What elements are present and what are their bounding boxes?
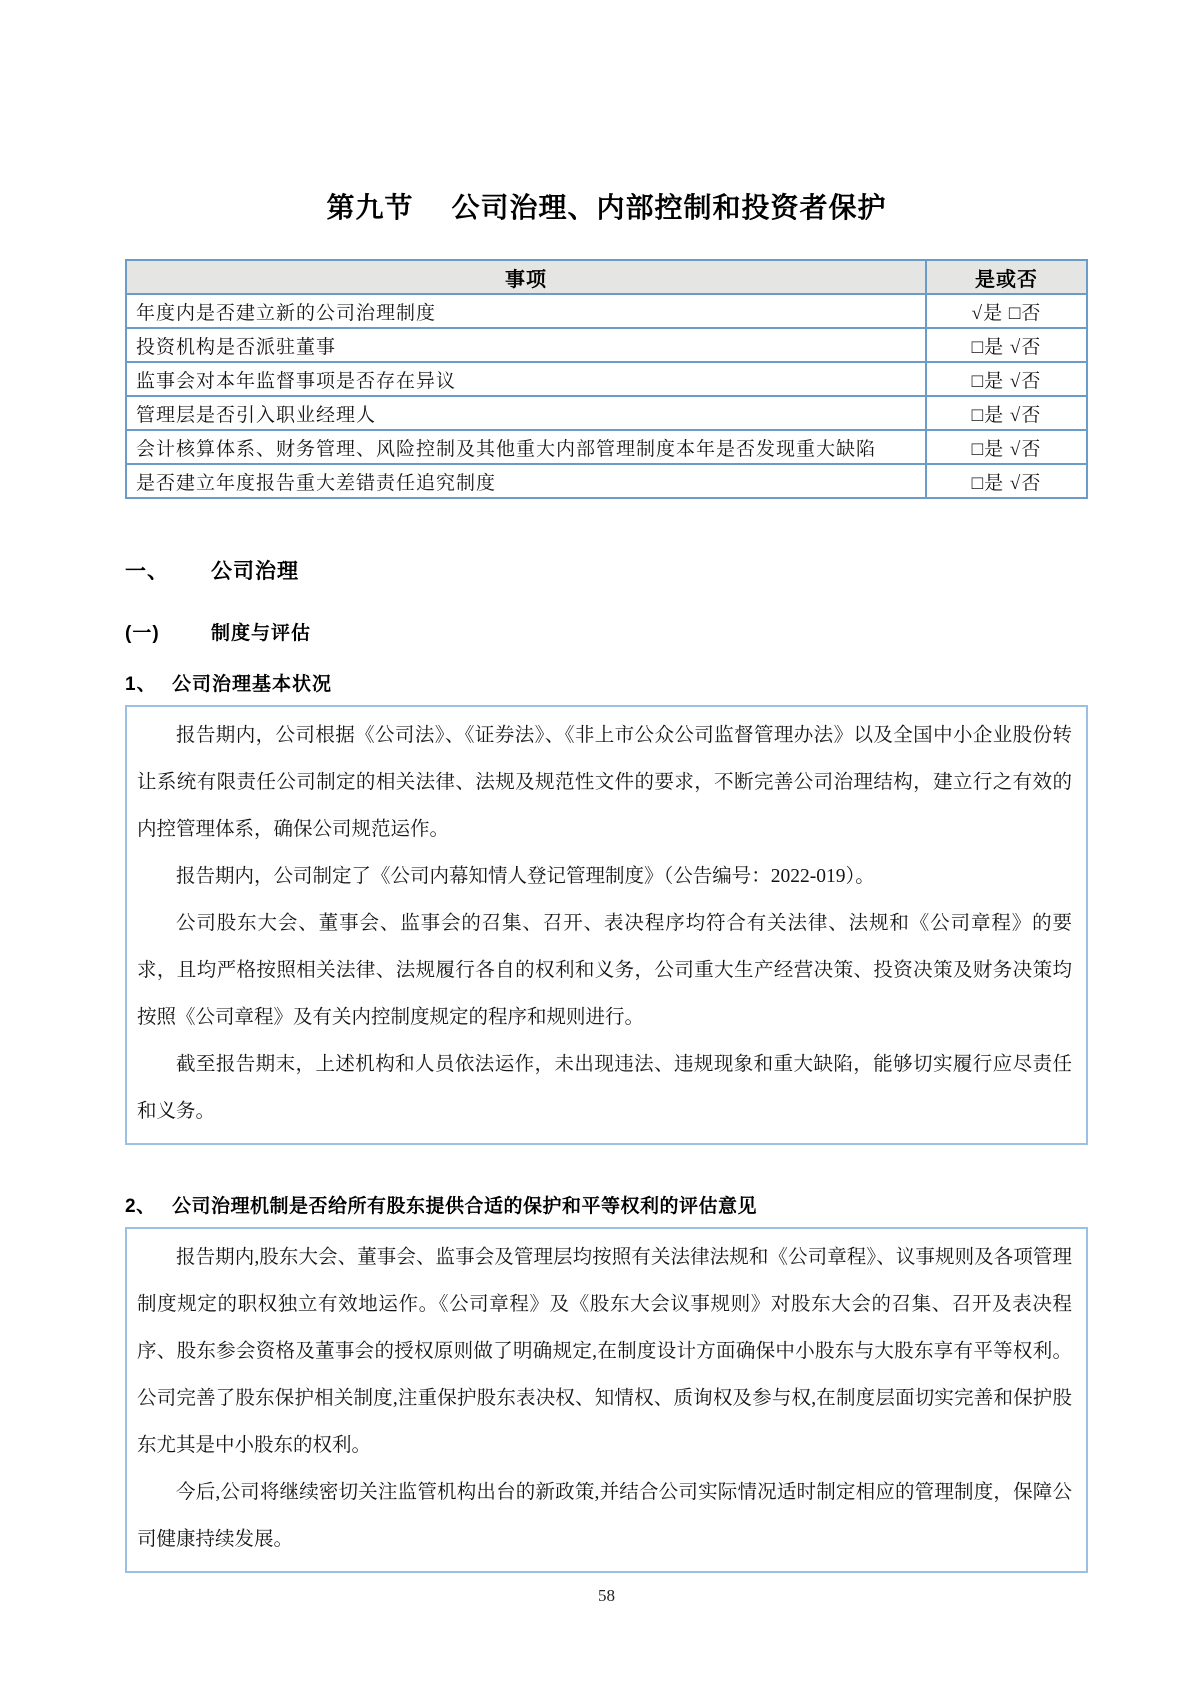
paragraph: 公司股东大会、董事会、监事会的召集、召开、表决程序均符合有关法律、法规和《公司章程》的要求，且均严格按照相关法律、法规履行各自的权利和义务，公司重大生产经营决策、投资决策及财务决策均按照《公司章程》及有关内控制度规定的程序和规则进行。 <box>137 913 1072 1028</box>
page-title <box>125 186 1088 226</box>
row-item-text: 年度内是否建立新的公司治理制度 <box>126 294 926 328</box>
row-item-text: 监事会对本年监督事项是否存在异议 <box>126 362 926 396</box>
section-heading-governance <box>125 555 1088 585</box>
subsection-number: (一) <box>125 623 160 644</box>
subsection-label: 制度与评估 <box>211 623 312 644</box>
item-label: 公司治理基本状况 <box>172 674 333 695</box>
shareholder-protection-textbox <box>125 1227 1088 1573</box>
row-item-text: 管理层是否引入职业经理人 <box>126 396 926 430</box>
governance-checklist-table <box>125 259 1088 499</box>
page-title-section-no: 第九节 <box>326 192 414 223</box>
paragraph: 截至报告期末，上述机构和人员依法运作，未出现违法、违规现象和重大缺陷，能够切实履行应尽责任和义务。 <box>137 1054 1072 1122</box>
table-row <box>126 294 1087 328</box>
column-header-yes-no: 是或否 <box>926 260 1087 294</box>
page-content <box>125 0 1088 1606</box>
subsection-heading-system-evaluation <box>125 618 1088 645</box>
table-row <box>126 464 1087 498</box>
row-answer: □是 √否 <box>926 328 1087 362</box>
table-row <box>126 430 1087 464</box>
column-header-item: 事项 <box>126 260 926 294</box>
row-answer: □是 √否 <box>926 362 1087 396</box>
paragraph: 报告期内，公司制定了《公司内幕知情人登记管理制度》（公告编号：2022-019）。 <box>176 866 875 887</box>
row-item-text: 投资机构是否派驻董事 <box>126 328 926 362</box>
table-header-row <box>126 260 1087 294</box>
governance-status-textbox <box>125 705 1088 1145</box>
section-number: 一、 <box>125 560 169 583</box>
page-number: 58 <box>598 1586 615 1605</box>
table-row <box>126 396 1087 430</box>
item-heading-shareholder-protection-evaluation <box>125 1191 1088 1218</box>
section-label: 公司治理 <box>211 560 299 583</box>
row-answer: □是 √否 <box>926 396 1087 430</box>
table-row <box>126 362 1087 396</box>
row-item-text: 会计核算体系、财务管理、风险控制及其他重大内部管理制度本年是否发现重大缺陷 <box>126 430 926 464</box>
item-label: 公司治理机制是否给所有股东提供合适的保护和平等权利的评估意见 <box>172 1196 758 1217</box>
table-row <box>126 328 1087 362</box>
row-answer: □是 √否 <box>926 430 1087 464</box>
paragraph: 报告期内，公司根据《公司法》、《证券法》、《非上市公众公司监督管理办法》以及全国中小企业股份转让系统有限责任公司制定的相关法律、法规及规范性文件的要求，不断完善公司治理结构，建立行之有效的内控管理体系，确保公司规范运作。 <box>137 725 1072 840</box>
item-number: 1、 <box>125 674 157 695</box>
row-answer: √是 □否 <box>926 294 1087 328</box>
page-title-text: 公司治理、内部控制和投资者保护 <box>451 192 887 223</box>
paragraph: 今后,公司将继续密切关注监管机构出台的新政策,并结合公司实际情况适时制定相应的管理制度，保障公司健康持续发展。 <box>137 1482 1072 1550</box>
item-heading-governance-basic-status <box>125 669 1088 696</box>
item-number: 2、 <box>125 1196 156 1217</box>
row-item-text: 是否建立年度报告重大差错责任追究制度 <box>126 464 926 498</box>
row-answer: □是 √否 <box>926 464 1087 498</box>
paragraph: 报告期内,股东大会、董事会、监事会及管理层均按照有关法律法规和《公司章程》、议事规则及各项管理制度规定的职权独立有效地运作。《公司章程》及《股东大会议事规则》对股东大会的召集、召开及表决程序、股东参会资格及董事会的授权原则做了明确规定,在制度设计方面确保中小股东与大股东享有平等权利。公司完善了股东保护相关制度,注重保护股东表决权、知情权、质询权及参与权,在制度层面切实完善和保护股东尤其是中小股东的权利。 <box>137 1247 1072 1456</box>
